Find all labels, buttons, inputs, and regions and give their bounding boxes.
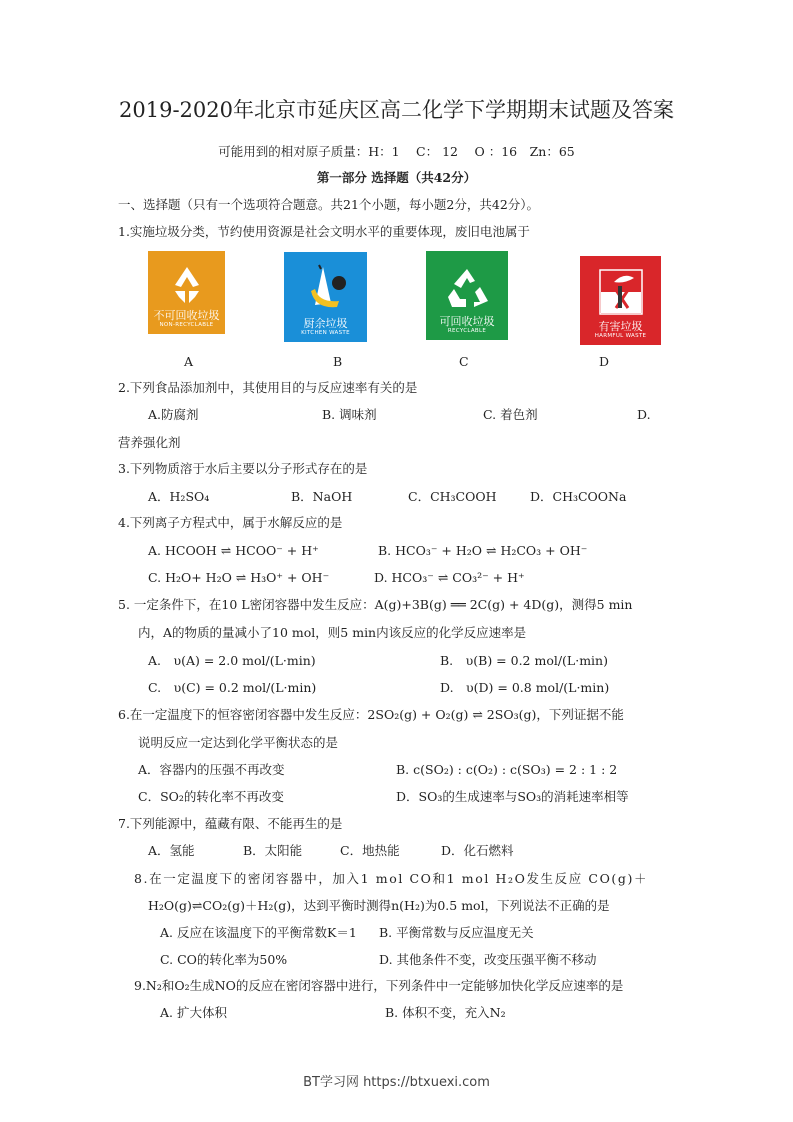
kitchen-waste-icon [301,263,351,313]
question-6-stem-cont: 说明反应一定达到化学平衡状态的是 [138,735,339,750]
option-c: C. H₂O+ H₂O ⇌ H₃O⁺ + OH⁻ [148,570,330,585]
option-a: A.防腐剂 [148,407,199,422]
option-d-continued: 营养强化剂 [118,435,181,450]
sign-non-recyclable [148,251,225,334]
option-c: C. 着色剂 [483,407,538,422]
option-b: B. 平衡常数与反应温度无关 [379,925,534,940]
sign-label-en: HARMFUL WASTE [594,333,647,339]
option-c: C. CO的转化率为50% [160,952,288,967]
footer-watermark: BT学习网 https://btxuexi.com [303,1075,490,1090]
question-8-stem: 8.在一定温度下的密闭容器中，加入1 mol CO和1 mol H₂O发生反应 CO(g)＋ [134,871,649,886]
sign-recyclable [426,251,508,340]
option-d: D．化石燃料 [441,843,514,858]
sign-label-en: RECYCLABLE [447,328,487,334]
option-b: B [333,354,343,369]
harmful-waste-icon [596,268,646,316]
non-recyclable-icon [167,265,207,305]
option-b: B. HCO₃⁻ + H₂O ⇌ H₂CO₃ + OH⁻ [378,543,588,558]
option-b: B．太阳能 [243,843,303,858]
question-6-stem: 6.在一定温度下的恒容密闭容器中发生反应：2SO₂(g) + O₂(g) ⇌ 2SO₃(g)，下列证据不能 [118,707,624,722]
sign-kitchen-waste [284,252,367,342]
sign-label-en: KITCHEN WASTE [301,330,350,336]
option-a: A．氢能 [148,843,195,858]
option-d: D. 其他条件不变，改变压强平衡不移动 [379,952,597,967]
document-title: 2019-2020年北京市延庆区高二化学下学期期末试题及答案 [119,98,674,122]
sign-harmful-waste [580,256,661,345]
option-a: A. 反应在该温度下的平衡常数K＝1 [160,925,357,940]
question-3-stem: 3.下列物质溶于水后主要以分子形式存在的是 [118,461,368,476]
option-b: B. 体积不变，充入N₂ [385,1005,506,1020]
question-5-stem-cont: 内，A的物质的量减小了10 mol，则5 min内该反应的化学反应速率是 [138,625,527,640]
sign-label-cn: 厨余垃圾 [303,317,348,330]
section-title: 第一部分 选择题（共42分） [316,170,477,185]
question-7-stem: 7.下列能源中，蕴藏有限、不能再生的是 [118,816,343,831]
option-d: D. HCO₃⁻ ⇌ CO₃²⁻ + H⁺ [374,570,525,585]
question-8-stem-cont: H₂O(g)⇌CO₂(g)＋H₂(g)，达到平衡时测得n(H₂)为0.5 mol，下列说法不正确的是 [148,898,610,913]
question-4-stem: 4.下列离子方程式中，属于水解反应的是 [118,515,343,530]
question-9-stem: 9.N₂和O₂生成NO的反应在密闭容器中进行，下列条件中一定能够加快化学反应速率的是 [134,978,624,993]
option-a: A. υ(A) = 2.0 mol/(L·min) [148,653,316,668]
recycle-icon [444,267,490,311]
option-b: B．NaOH [291,489,353,504]
option-c: C. υ(C) = 0.2 mol/(L·min) [148,680,317,695]
option-c: C [459,354,469,369]
option-a: A．H₂SO₄ [148,489,210,504]
sign-label-en: NON-RECYCLABLE [159,322,214,328]
question-1-stem: 1.实施垃圾分类，节约使用资源是社会文明水平的重要体现，废旧电池属于 [118,224,530,239]
option-a: A. HCOOH ⇌ HCOO⁻ + H⁺ [148,543,319,558]
option-b: B. υ(B) = 0.2 mol/(L·min) [440,653,608,668]
question-2-stem: 2.下列食品添加剂中，其使用目的与反应速率有关的是 [118,380,418,395]
instructions: 一、选择题（只有一个选项符合题意。共21个小题，每小题2分，共42分）。 [118,197,540,212]
sign-label-cn: 可回收垃圾 [439,315,495,328]
option-d: D．SO₃的生成速率与SO₃的消耗速率相等 [396,789,629,804]
option-a: A．容器内的压强不再改变 [138,762,285,777]
option-d: D [599,354,610,369]
option-d: D. [637,407,651,422]
option-c: C．CH₃COOH [408,489,497,504]
option-d: D．CH₃COONa [530,489,627,504]
question-5-stem: 5. 一定条件下，在10 L密闭容器中发生反应：A(g)+3B(g) ══ 2C(g) + 4D(g)，测得5 min [118,597,633,612]
option-a: A [184,354,194,369]
option-c: C．地热能 [340,843,400,858]
option-c: C．SO₂的转化率不再改变 [138,789,284,804]
option-d: D. υ(D) = 0.8 mol/(L·min) [440,680,610,695]
sign-label-cn: 不可回收垃圾 [153,309,220,322]
sign-label-cn: 有害垃圾 [598,320,643,333]
option-b: B. 调味剂 [322,407,377,422]
atomic-masses: 可能用到的相对原子质量：H：1 C： 12 O ：16 Zn：65 [218,144,575,159]
option-b: B. c(SO₂) : c(O₂) : c(SO₃) = 2 : 1 : 2 [396,762,618,777]
option-a: A. 扩大体积 [160,1005,227,1020]
